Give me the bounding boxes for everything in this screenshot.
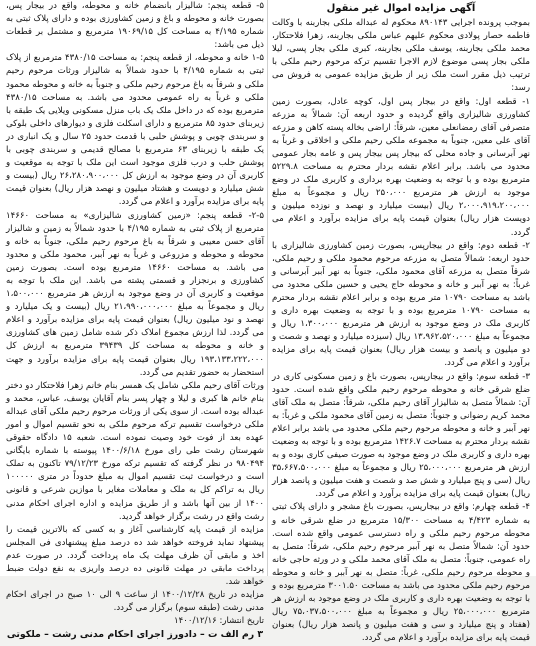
column-divider: [267, 0, 268, 576]
notice-paragraph: مزایده از قیمت پایه کارشناسی آغاز و به کسی که بالاترین قیمت را پیشنهاد نماید فروخته خواهد شد ده درصد مبلغ پیشنهادی فی المجلس اخذ و مابقی آن ظرف مهلت یک ماه پرداخت گردد. در صورت عدم پرداخت مابقی در مهلت قانونی ده درصد واریزی به نفع دولت ضبط خواهد شد.: [6, 524, 264, 588]
notice-signature: ۳ رم الف ت – دادورز اجرای احکام مدنی رشت – ملکوتی: [6, 629, 264, 641]
notice-left-column: [6, 0, 265, 641]
notice-paragraph: ۱- قطعه اول: واقع در بیجار پس اول، کوچه عادل، بصورت زمین کشاورزی شالیزاری واقع گردیده و حدود اربعه آن: شمالاً به مزرعه متصرفی آقای رمضانعلی معین، شرقاً: اراضی بخاله پسته کاهن و مزرعه آقای علی معین، جنوباً به مجموعه ملکی رحیم ملکی و اخلاقی و غرباً به نهر آبرسانی و جاده محلی که بیجار پس بیجار پس و عامه بجار عمومی محدود می باشد. برابر اعلام نقشه بردار محترم به مساحت ۵۲۲۹.۸ مترمربع بوده و با توجه به وضعیت بهره برداری و کاربری ملک در وضع موجود به ارزش هر مترمربع ۲۵۰،۰۰۰ ریال و مجموعاً به مبلغ ۲،۰۰۰،۹۱۹،۲۰۰،۰۰۰ ریال (بیست میلیارد و نهصد و نوزده میلیون و دویست هزار ریال) بعنوان قیمت پایه برای مزایده برآورد و اعلام می گردد.: [272, 96, 530, 238]
notice-paragraph: ۵- قطعه پنجم: شالیزار بانضمام خانه و محوطه، واقع در بیجار پس، بصورت خانه و محوطه و باغ و زمین کشاورزی بوده و دارای پلاک ثبتی به شماره ۴/۱۹۵ به مساحت کل ۱۹۰۶۹/۱۵ مترمربع و مشتمل بر قطعات ذیل می باشد:: [6, 1, 265, 51]
notice-paragraph: ورثات آقای رحیم ملکی شامل یک همسر بنام خانم زهرا فلاحتکار دو دختر بنام خانم ها کبری و لیلا و چهار پسر بنام آقایان یوسف، عباس، محمد و عبداله بوده است. از سوی یکی از ورثات مرحوم رحیم ملکی آقای عبداله ملکی درخواست تقسیم ترکه مرحوم ملکی به نحو تقسیم اموال و امور عهده بعد از فوت خود وصیت نموده است. شعبه ۱۵ دادگاه حقوقی شهرستان رشت طی رای مورخ ۱۴۰۰/۶/۱۸ پیوسته با شماره بایگانی ۹۸۰۴۹۴ در نظر گرفته که تقسیم ترکه مورخ ۷۹/۱۲/۲۳ تاکنون به تملک است و درخواست ثبت تقسیم اموال به مبلغ حدوداً در متری ۱۰۰۰۰۰ ریال به تراکم کل به ملک و معاملات مغایر با موازین شرعی و قانونی ۱۴۰۰ از بین آنها باشد و از طریق مزایده و اداره اجرای احکام مدنی رشت واقع در رشت برگزار خواهد گردید.: [6, 380, 264, 522]
publish-date: تاریخ انتشار: ۱۴۰۰/۱۲/۱۶: [174, 616, 264, 627]
notice-title: آگهی مزایده اموال غیر منقول: [326, 3, 476, 14]
notice-paragraph: بموجب پرونده اجرایی ۸۹۰۱۴۳ محکوم له عبداله ملکی بجاربنه با وکالت فاطمه حصار پولادی محکوم علیهم عباس ملکی بجاربنه، زهرا فلاحتکار، محمد ملکی بجاربنه، یوسف ملکی بجاربنه، کبری ملکی بجار پسی، لیلا ملکی بجار پسی موضوع لازم الاجرا تقسیم ترکه مرحوم رحیم ملکی با ترتیب ذیل مقرر است ملک زیر از طریق مزایده عمومی به فروش می رسد:: [272, 18, 530, 94]
notice-paragraph: مزایده در تاریخ ۱۴۰۰/۱۲/۲۸ از ساعت ۹ الی ۱۰ صبح در اجرای احکام مدنی رشت (طبقه سوم) برگزار می گردد.: [6, 590, 264, 614]
notice-right-column: [272, 0, 530, 644]
notice-paragraph: ۳- قطعه سوم: واقع در بیجارپس، بصورت باغ و زمین مسکونی کاری در ضلع شرقی خانه و محوطه مرحوم رحیم ملکی واقع شده است. حدود آن: شمالاً متصل به شالیزار آقای رحیم ملکی، شرقاً: متصل به ملک آقای محمد کریم رضوانی و جنوباً: متصل به زمین آقای محمود ملکی و غرباً: به نهر آببر و خانه و محوطه مرحوم رحیم ملکی محدود می باشد برابر اعلام نقشه بردار محترم به مساحت ۱۴۲۶.۷ مترمربع بوده و با توجه به وضعیت بهره داری و کاربری ملک در وضع موجود به صورت صیفی کاری بوده و به ارزش هر مترمربع ۲۵،۰۰۰،۰۰۰ ریال و مجموعاً به مبلغ ۳۵،۶۶۷،۵۰۰،۰۰۰ ریال (سی و پنج میلیارد و شش صد و شصت و هفت میلیون و پانصد هزار ریال) بعنوان قیمت پایه برای مزایده برآورد و اعلام می گردد.: [272, 371, 530, 500]
notice-paragraph: ۲-۵- قطعه پنجم: «زمین کشاورزی شالیزاری» به مساحت ۱۴۶۶۰ مترمربع از پلاک ثبتی به شماره ۴/۱۹۵ با حدود شمالاً به زمین و شالیزار آقای حسن معیبی و شرقاً به باغ مرحوم رحیم ملکی، جنوباً به خانه و محوطه و محوطه و مزروعی و غرباً به نهر آببر، محمود ملکی و محدود می باشد. به مساحت ۱۴۶۶۰ مترمربع بوده است. بصورت زمین کشاورزی و برنجزار و قسمتی پشته می باشد. این ملک با توجه به موقعیت و کاربری آن در وضع موجود به ارزش هر مترمربع ۱،۵۰۰،۰۰۰ ریال و مجموعاً به مبلغ ۲۱،۹۹۰،۰۰۰،۰۰۰ ریال (بیست و یک میلیارد و نهصد و نود میلیون ریال) بعنوان قیمت پایه برای مزایده برآورد و اعلام می گردد. لذا ارزش مجموع املاک ذکر شده شامل زمین های کشاورزی و خانه و محوطه به مساحت کل ۳۹۴۳۹ مترمربع به ارزش کل ۱۹۳،۱۳۳،۲۲۲،۰۰۰ ریال بعنوان قیمت پایه برای مزایده برآورد و جهت استحضار به حضور تقدیم می گردد.: [6, 210, 264, 378]
notice-paragraph: ۱-۵ خانه و محوطه، از قطعه پنجم: به مساحت ۴۳۸۰/۱۵ مترمربع از پلاک ثبتی به شماره ۴/۱۹۵ با حدود شمالاً به شالیزار ورثات مرحوم رحیم ملکی و شرقاً به باغ مرحوم رحیم ملکی و جنوباً به خانه و محوطه محمود ملکی و غرباً به راه عمومی محدود می باشد. به مساحت ۴۳۸۰/۱۵ مترمربع بوده که در داخل ملک یک باب منزل مسکونی ویلایی یک طبقه با زیربنای حدود ۸۵ مترمربع و دارای اسکلت فلزی و دیوارهای داخلی بلوکی و سربندی چوبی و پوشش حلبی با قدمت حدود ۲۵ سال و یک انباری در یک طبقه با زیربنای ۶۳ مترمربع با مصالح قدیمی و سربندی چوبی با پوشش حلب و درب فلزی موجود است این ملک با توجه به موقعیت و کاربری آن در وضع موجود به ارزش کل ۲۶،۲۸۰،۹۰۰،۰۰۰ ریال (بیست و شش میلیارد و دویست و هشتاد میلیون و نهصد هزار ریال) بعنوان قیمت پایه برای مزایده برآورد و اعلام می گردد.: [6, 53, 264, 208]
notice-paragraph: ۲- قطعه دوم: واقع در بیجارپس، بصورت زمین کشاورزی شالیزاری با حدود اربعه: شمالاً متصل به مزرعه مرحوم محمود ملکی و رحیم ملکی، شرقاً متصل به مزرعه آقای محمود ملکی، جنوباً به نهر آببر آبرسانی و غرباً: به نهر آببر و خانه و محوطه حاج یحیی و حسین ملکی محدود می باشد به مساحت ۱۰۷۹۰ متر مربع بوده و برابر اعلام نقشه بردار محترم به مساحت ۱۰۷۹۰ مترمربع بوده و با توجه به وضعیت بهره داری و کاربری ملک در وضع موجود به ارزش هر مترمربع ۱،۳۰۰،۰۰۰ ریال و مجموعاً به مبلغ ۱۳،۹۶۲،۵۲۰،۰۰۰ ریال (سیزده میلیارد و نهصد و شصت و دو میلیون و پانصد و بیست هزار ریال) بعنوان قیمت پایه برای مزایده برآورد و اعلام می گردد.: [272, 240, 530, 369]
notice-paragraph: ۴- قطعه چهارم: واقع در بیجارپس، بصورت باغ مشجر و دارای پلاک ثبتی به شماره ۴/۴۲۳ به مساحت ۱۵/۳۰۰ مترمربع در ضلع شرقی خانه و محوطه مرحوم رحیم ملکی و راه دسترسی عمومی واقع شده است. حدود آن: شمالاً متصل به نهر آببر مرحوم رحیم ملکی، شرقاً: متصل به راه عمومی، جنوباً: متصل به ملک آقای محمد ملکی و در ورثه حاجی خانه و محوطه مرحوم رحیم ملکی، غرباً: متصل به نهر آببر و خانه و محوطه مرحوم رحیم ملکی محدود می باشد به مساحت ۳۰۰۱.۵۰ مترمربع بوده و با توجه به وضعیت بهره داری و کاربری ملک در وضع موجود به ارزش هر مترمربع ۲۵،۰۰۰،۰۰۰ ریال و مجموعاً به مبلغ ۷۵،۰۳۷،۵۰۰،۰۰۰ ریال (هفتاد و پنج میلیارد و سی و هفت میلیون و پانصد هزار ریال) بعنوان قیمت پایه برای مزایده برآورد و اعلام می گردد.: [272, 502, 530, 644]
